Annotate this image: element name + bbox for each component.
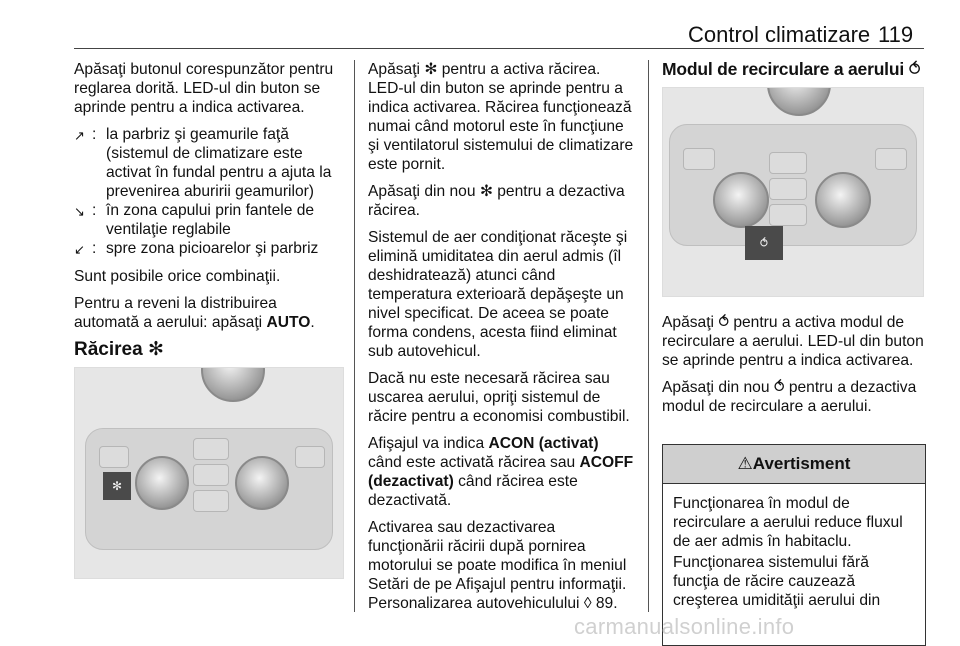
warning-paragraph: Funcţionarea în modul de recirculare a aerului reduce fluxul de aer admis în habitaclu. — [673, 495, 903, 550]
climate-panel-photo-cooling — [74, 367, 344, 579]
head-airflow-icon: ↘ — [74, 204, 85, 219]
section-title-cooling: Răcirea ✻ — [74, 339, 164, 360]
paragraph: Sistemul de aer condiţionat răceşte şi elimină umiditatea din aerul admis (îl deshidratează) atunci când temperatura exterioară depăşeşte un nivel specificat. De aceea se poate forma condens, acesta fiind eliminat sub autovehicul. — [368, 229, 628, 360]
paragraph: Apăsaţi ✻ pentru a activa răcirea. LED-ul din buton se aprinde pentru a indica activarea. Răcirea funcţionează numai când motorul este în funcţiune şi ventilatorul sistemului de climatizare este pornit. — [368, 61, 634, 173]
definition-text: la parbriz şi geamurile faţă (sistemul de climatizare este activat în fundal pentru a ajuta la prevenirea aburirii geamurilor) — [106, 126, 332, 200]
chapter-title: Control climatizare — [688, 22, 871, 47]
climate-panel-photo-recirculation — [662, 87, 924, 297]
column-left — [74, 60, 344, 579]
footwell-airflow-icon: ↙ — [74, 242, 85, 257]
header-divider — [74, 48, 924, 49]
combination-note: Sunt posibile orice combinaţii. — [74, 268, 281, 285]
warning-header: ⚠ Avertisment — [663, 445, 925, 484]
section-title-recirculation: Modul de recirculare a aerului ⥀ — [662, 59, 921, 79]
highlighted-ac-button: ✻ — [103, 472, 131, 500]
page-number: 119 — [878, 22, 914, 47]
warning-paragraph: Funcţionarea sistemului fără funcţia de răcire cauzează creşterea umidităţii aerului din — [673, 554, 881, 609]
auto-label: AUTO — [266, 314, 311, 331]
paragraph: Afişajul va indica ACON (activat) când este activată răcirea sau ACOFF (dezactivat) când răcirea este dezactivată. — [368, 435, 634, 509]
warning-body — [663, 484, 925, 622]
intro-paragraph: Apăsaţi butonul corespunzător pentru reglarea dorită. LED-ul din buton se aprinde pentru a indica activarea. — [74, 61, 334, 116]
snowflake-icon: ✻ — [147, 339, 164, 360]
paragraph: Apăsaţi din nou ⥀ pentru a dezactiva modul de recirculare a aerului. — [662, 379, 917, 415]
recirculation-icon: ⥀ — [908, 59, 921, 79]
paragraph: Activarea sau dezactivarea funcţionării răcirii după pornirea motorului se poate modifica în meniul Setări de pe Afişajul pentru informaţii. Personalizarea autovehiculului ◊ 89. — [368, 519, 627, 612]
paragraph: Dacă nu este necesară răcirea sau uscarea aerului, opriţi sistemul de răcire pentru a economisi combustibil. — [368, 370, 630, 425]
paragraph: Apăsaţi ⥀ pentru a activa modul de recirculare a aerului. LED-ul din buton se aprinde pentru a indica activarea. — [662, 314, 924, 369]
definition-text: în zona capului prin fantele de ventilaţie reglabile — [106, 202, 315, 238]
column-middle — [368, 60, 634, 621]
column-right — [662, 60, 926, 424]
watermark-text: carmanualsonline.info — [574, 614, 795, 639]
windshield-face-airflow-icon: ↗ — [74, 128, 85, 143]
definition-row: ↙ : spre zona picioarelor şi parbriz — [74, 239, 344, 259]
definition-text: spre zona picioarelor şi parbriz — [106, 240, 319, 257]
definition-row: ↘ : în zona capului prin fantele de ventilaţie reglabile — [74, 201, 344, 239]
warning-triangle-icon: ⚠ — [737, 454, 753, 473]
highlighted-recirculation-button: ⥀ — [745, 226, 783, 260]
paragraph: Apăsaţi din nou ✻ pentru a dezactiva răcirea. — [368, 183, 625, 219]
column-divider — [354, 60, 355, 612]
column-divider — [648, 60, 649, 612]
definition-row: ↗ : la parbriz şi geamurile faţă (sistemul de climatizare este activat în fundal pentru a ajuta la prevenirea aburirii geamurilor) — [74, 125, 344, 201]
auto-instruction: Pentru a reveni la distribuirea automată a aerului: apăsaţi AUTO. — [74, 295, 315, 331]
page-header — [0, 0, 960, 56]
airflow-definition-list — [74, 125, 344, 259]
